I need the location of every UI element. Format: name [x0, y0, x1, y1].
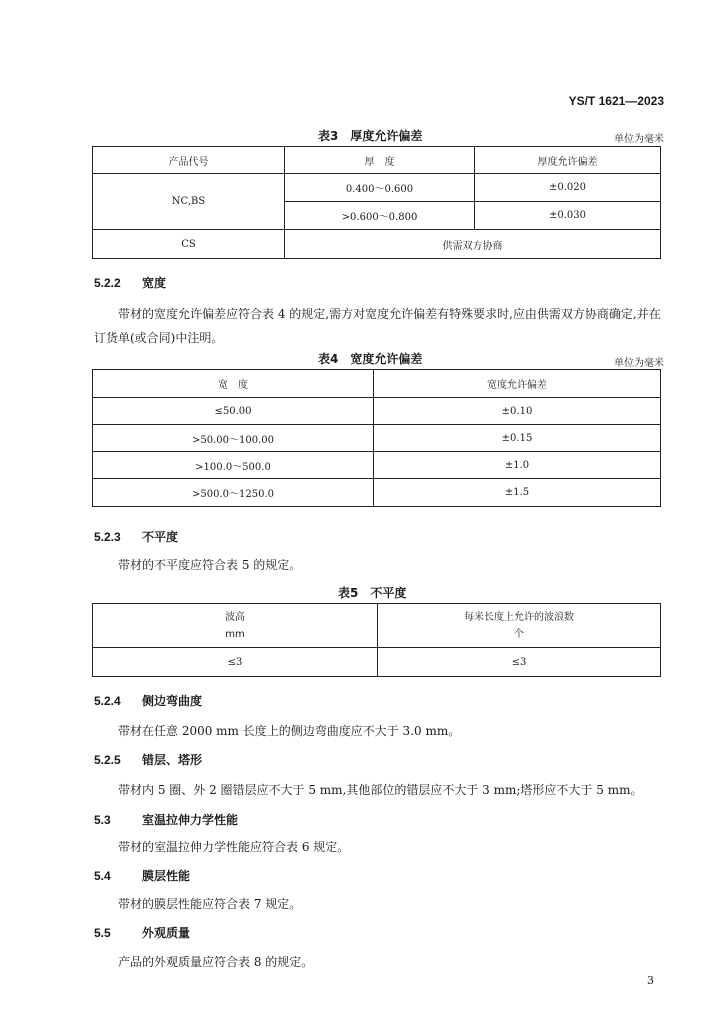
section-number: 5.5: [94, 926, 111, 940]
section-heading: [94, 692, 202, 709]
section-number: 5.2.5: [94, 753, 121, 767]
table3-cell-code: CS: [93, 230, 285, 259]
table3-cell-tolerance-merged: 供需双方协商: [285, 230, 661, 259]
section-heading: [94, 924, 190, 941]
section-heading: [94, 751, 202, 768]
standard-code: YS/T 1621—2023: [568, 94, 664, 108]
section-number: 5.2.3: [94, 530, 121, 544]
table4-header-width: 宽 度: [93, 370, 374, 398]
table4-cell-tolerance: ±1.5: [374, 479, 661, 507]
table5-caption: 表5 不平度: [338, 586, 407, 600]
table3-cell-code: NC,BS: [93, 174, 285, 230]
section-number: 5.2.4: [94, 694, 121, 708]
table3-cell-tolerance: ±0.030: [475, 202, 661, 230]
section-title: 室温拉伸力学性能: [142, 813, 239, 827]
table4-cell-tolerance: ±0.10: [374, 398, 661, 425]
table5: [92, 603, 661, 677]
table4-cell-width: >100.0～500.0: [93, 452, 374, 479]
table4-cell-width: ≤50.00: [93, 398, 374, 425]
paragraph: 产品的外观质量应符合表 8 的规定。: [118, 955, 314, 969]
paragraph: 带材的宽度允许偏差应符合表 4 的规定,需方对宽度允许偏差有特殊要求时,应由供需双方协商确定,并在订货单(或合同)中注明。: [94, 307, 661, 345]
section-number: 5.4: [94, 869, 111, 883]
table3-caption: 表3 厚度允许偏差: [318, 129, 423, 143]
table3-cell-tolerance: ±0.020: [475, 174, 661, 202]
paragraph: 带材内 5 圈、外 2 圈错层应不大于 5 mm,其他部位的错层应不大于 3 mm;塔形应不大于 5 mm。: [118, 783, 643, 797]
table5-cell-count: ≤3: [378, 648, 661, 677]
section-title: 外观质量: [142, 926, 191, 940]
section-title: 不平度: [142, 530, 179, 544]
table3: [92, 146, 661, 259]
paragraph: 带材的室温拉伸力学性能应符合表 6 规定。: [118, 840, 350, 854]
table4-cell-width: >500.0～1250.0: [93, 479, 374, 507]
section-number: 5.2.2: [94, 276, 121, 290]
section-heading: [94, 274, 166, 291]
table3-header-tolerance: 厚度允许偏差: [475, 147, 661, 174]
table5-cell-height: ≤3: [93, 648, 378, 677]
table4-header-tolerance: 宽度允许偏差: [374, 370, 661, 398]
section-heading: [94, 867, 190, 884]
table5-header-count-name: 每米长度上允许的波浪数: [464, 611, 574, 623]
section-title: 侧边弯曲度: [142, 694, 203, 708]
table3-cell-thickness: 0.400～0.600: [285, 174, 475, 202]
section-number: 5.3: [94, 813, 111, 827]
section-title: 错层、塔形: [142, 753, 203, 767]
paragraph: 带材的不平度应符合表 5 的规定。: [118, 558, 302, 572]
table4-unit: 单位为毫米: [614, 358, 664, 369]
table4-cell-width: >50.00～100.00: [93, 425, 374, 452]
table4-caption: 表4 宽度允许偏差: [318, 352, 423, 366]
table3-header-thickness: 厚 度: [285, 147, 475, 174]
section-title: 宽度: [142, 276, 167, 290]
table3-header-code: 产品代号: [93, 147, 285, 174]
page-number: 3: [647, 974, 654, 987]
table4-cell-tolerance: ±0.15: [374, 425, 661, 452]
section-heading: [94, 528, 178, 545]
table4-cell-tolerance: ±1.0: [374, 452, 661, 479]
paragraph: 带材的膜层性能应符合表 7 规定。: [118, 897, 302, 911]
section-title: 膜层性能: [142, 869, 191, 883]
section-heading: [94, 811, 238, 828]
table5-header-count: [378, 604, 661, 648]
table5-header-height-name: 波高: [225, 611, 245, 623]
table4: [92, 369, 661, 507]
table5-header-height-unit: mm: [225, 628, 245, 640]
table5-header-height: [93, 604, 378, 648]
paragraph: 带材在任意 2000 mm 长度上的侧边弯曲度应不大于 3.0 mm。: [118, 724, 461, 738]
table3-unit: 单位为毫米: [614, 134, 664, 145]
table5-header-count-unit: 个: [514, 628, 524, 640]
table3-cell-thickness: >0.600～0.800: [285, 202, 475, 230]
